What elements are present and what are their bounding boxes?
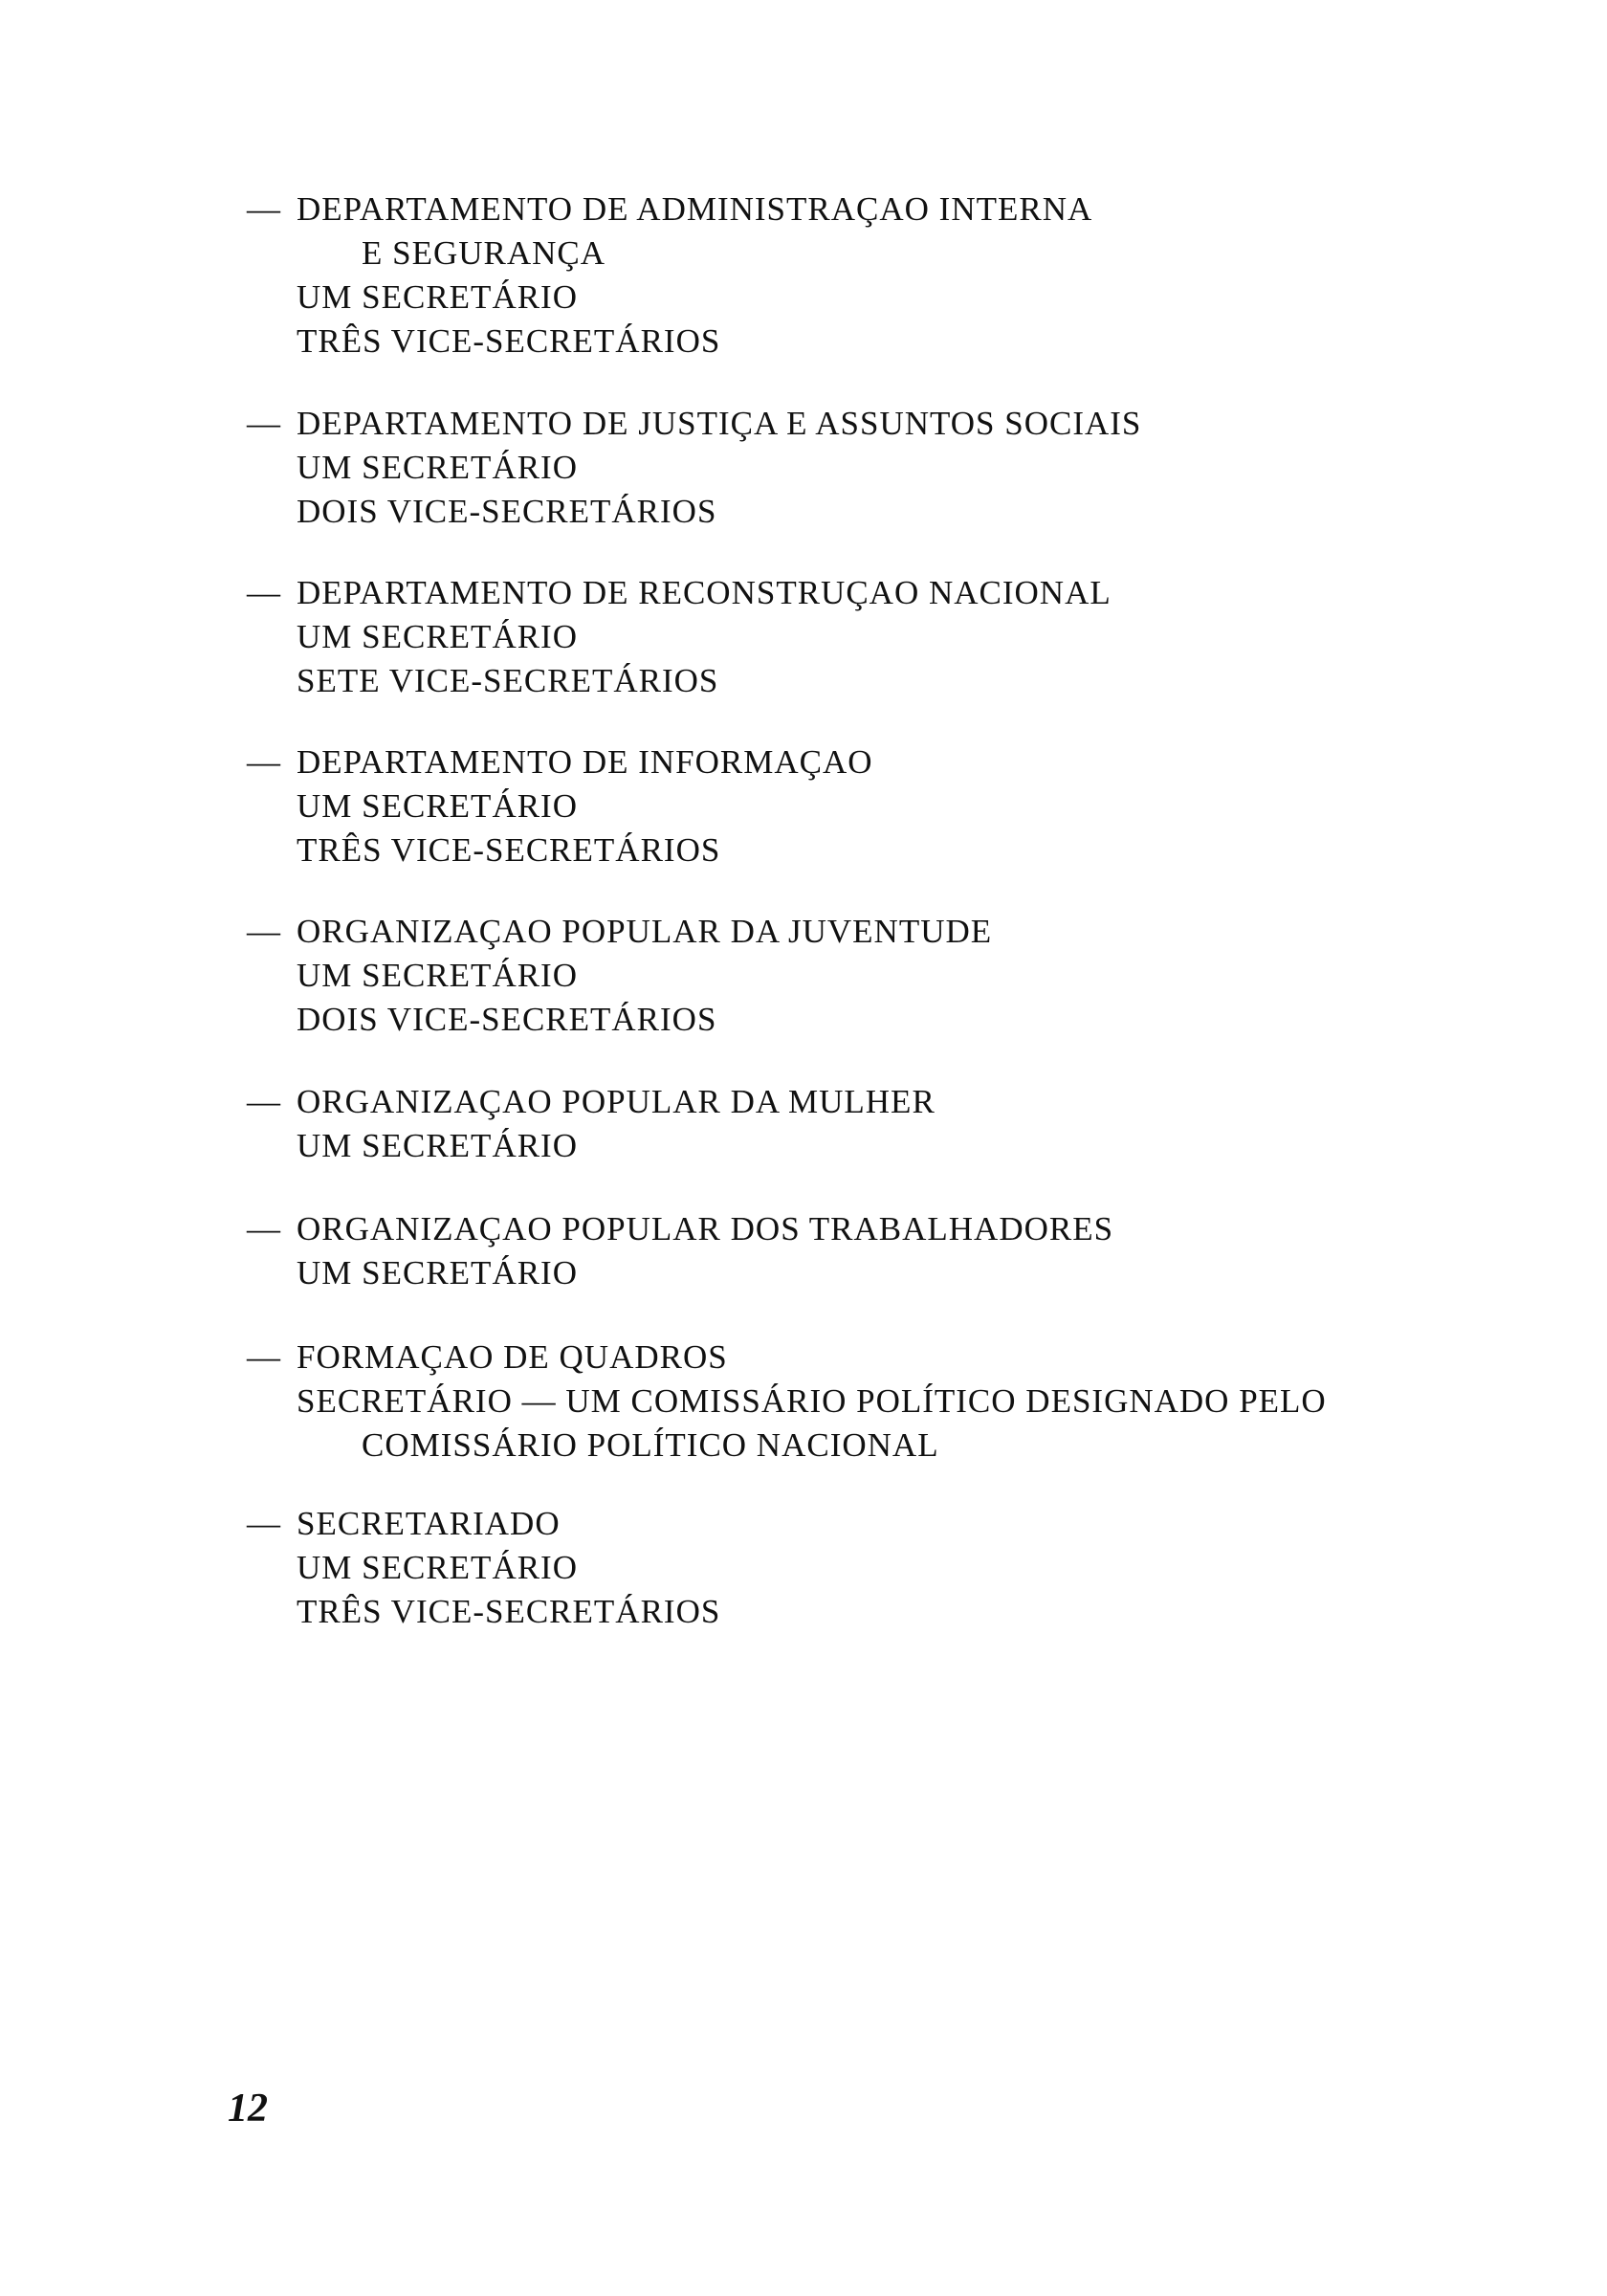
section-juventude [247,910,1490,1042]
section-title: DEPARTAMENTO DE RECONSTRUÇAO NACIONAL [297,574,1112,611]
section-line-continuation: COMISSÁRIO POLÍTICO NACIONAL [362,1426,939,1464]
section-line: UM SECRETÁRIO [297,449,578,486]
section-line: UM SECRETÁRIO [297,957,578,994]
section-heading [247,571,1490,615]
section-trabalhadores [247,1207,1490,1295]
section-title: SECRETARIADO [297,1505,561,1542]
section-justica [247,402,1490,534]
section-line: UM SECRETÁRIO [297,1127,578,1164]
em-dash: — [247,913,281,950]
em-dash: — [247,743,281,781]
section-line: UM SECRETÁRIO [297,278,578,316]
section-heading [247,1336,1490,1380]
section-line: TRÊS VICE-SECRETÁRIOS [297,322,721,360]
section-mulher [247,1080,1490,1168]
em-dash: — [247,1210,281,1247]
section-reconstrucao [247,571,1490,703]
section-secretariado [247,1502,1490,1634]
page-number: 12 [228,2086,268,2130]
section-title: FORMAÇAO DE QUADROS [297,1338,728,1376]
section-heading [247,910,1490,954]
em-dash: — [247,405,281,442]
section-line: SETE VICE-SECRETÁRIOS [297,662,719,699]
section-title: DEPARTAMENTO DE JUSTIÇA E ASSUNTOS SOCIAIS [297,405,1142,442]
section-heading [247,188,1490,232]
section-line: DOIS VICE-SECRETÁRIOS [297,1001,717,1038]
section-administracao-interna [247,188,1490,364]
section-title: ORGANIZAÇAO POPULAR DOS TRABALHADORES [297,1210,1114,1247]
section-line: UM SECRETÁRIO [297,787,578,825]
section-informacao [247,740,1490,872]
section-heading [247,402,1490,446]
section-title: DEPARTAMENTO DE INFORMAÇAO [297,743,873,781]
em-dash: — [247,1083,281,1120]
section-line: TRÊS VICE-SECRETÁRIOS [297,831,721,869]
section-line: SECRETÁRIO — UM COMISSÁRIO POLÍTICO DESIGNADO PELO [297,1382,1327,1420]
section-line: UM SECRETÁRIO [297,1549,578,1586]
section-title: DEPARTAMENTO DE ADMINISTRAÇAO INTERNA [297,190,1093,228]
section-formacao-quadros [247,1336,1490,1468]
em-dash: — [247,1505,281,1542]
section-line: TRÊS VICE-SECRETÁRIOS [297,1593,721,1630]
section-title: ORGANIZAÇAO POPULAR DA JUVENTUDE [297,913,993,950]
section-line: UM SECRETÁRIO [297,618,578,655]
section-heading [247,1207,1490,1251]
section-line: DOIS VICE-SECRETÁRIOS [297,493,717,530]
section-line: UM SECRETÁRIO [297,1254,578,1292]
em-dash: — [247,190,281,228]
em-dash: — [247,574,281,611]
section-title: ORGANIZAÇAO POPULAR DA MULHER [297,1083,936,1120]
section-heading [247,1080,1490,1124]
em-dash: — [247,1338,281,1376]
section-heading [247,1502,1490,1546]
section-title-continuation: E SEGURANÇA [362,234,606,272]
section-heading [247,740,1490,784]
